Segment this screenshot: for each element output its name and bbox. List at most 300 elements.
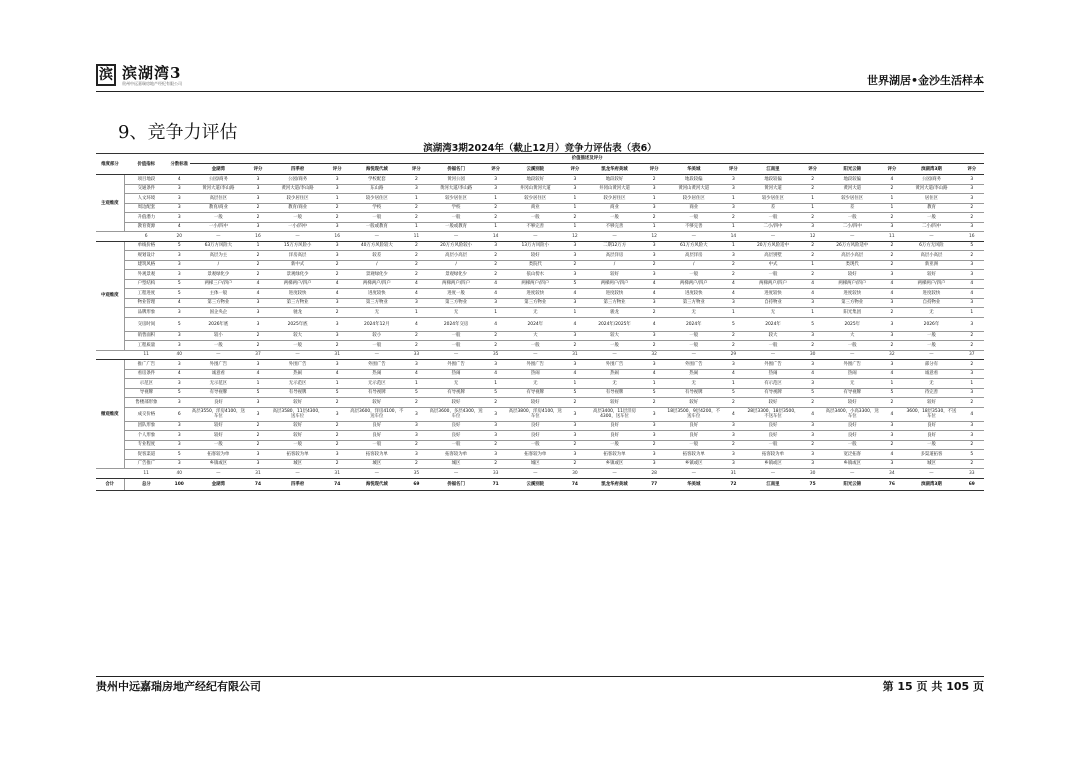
table-body [96, 175, 984, 491]
description-cell: 两梯三户/四户 [190, 279, 246, 289]
score-cell: 2 [405, 331, 428, 341]
description-cell: 一般 [270, 440, 326, 450]
description-cell: — [903, 232, 959, 242]
score-cell: 2 [801, 341, 824, 351]
description-cell: 两梯两户/四户 [507, 279, 563, 289]
description-cell: 黄河大道 [824, 184, 880, 194]
description-cell: 进度较快 [903, 289, 959, 299]
score-cell: 3 [484, 241, 507, 251]
description-cell: 26万方风险适中 [824, 241, 880, 251]
description-cell: 61万方风险大 [666, 241, 722, 251]
description-cell: — [586, 469, 642, 479]
score-header: 评分 [326, 164, 349, 175]
score-cell: 12 [563, 232, 586, 242]
table-row [96, 298, 984, 308]
description-cell: 较少居住区 [745, 194, 801, 204]
indicator-cell: 规划设计 [124, 251, 168, 261]
score-cell: 3 [484, 450, 507, 460]
description-cell: 不够完善 [507, 222, 563, 232]
score-cell: 12 [801, 232, 824, 242]
description-cell: 2024年 [507, 317, 563, 331]
description-cell: — [270, 232, 326, 242]
description-cell: 有导视牌 [507, 388, 563, 398]
description-cell: / [666, 260, 722, 270]
score-cell: 3 [246, 184, 269, 194]
description-cell: 地段较偏 [745, 175, 801, 185]
description-cell: 较少居住区 [270, 194, 326, 204]
score-cell: 3 [405, 450, 428, 460]
table-row [96, 431, 984, 441]
description-cell: 商业 [586, 203, 642, 213]
total-row [96, 478, 984, 490]
weight-cell: 3 [168, 308, 190, 318]
score-cell: 3 [960, 388, 984, 398]
score-header: 评分 [880, 164, 903, 175]
project-header: 金湖湾 [190, 164, 246, 175]
score-cell: 2 [246, 203, 269, 213]
weight-cell: 3 [168, 379, 190, 389]
description-cell: 自持物业 [903, 298, 959, 308]
description-cell: 一般 [903, 331, 959, 341]
description-cell: 进度较快 [270, 289, 326, 299]
description-cell: 一般 [349, 213, 405, 223]
score-cell: 5 [801, 388, 824, 398]
score-cell: 4 [643, 317, 666, 331]
project-header: 四季府 [270, 164, 326, 175]
header-group: 价值描述及评分 [190, 154, 984, 164]
score-cell: 71 [484, 478, 507, 490]
score-cell: 3 [246, 407, 269, 421]
score-cell: 5 [880, 388, 903, 398]
description-cell: — [428, 232, 484, 242]
dimension-cell: 中观维度 [96, 241, 124, 350]
description-cell: 金湖湾 [190, 478, 246, 490]
description-cell: 阳光集团 [824, 308, 880, 318]
score-cell: 3 [643, 331, 666, 341]
table-row [96, 360, 984, 370]
description-cell: — [190, 469, 246, 479]
score-cell: 3 [405, 421, 428, 431]
description-cell: 一般或教育 [349, 222, 405, 232]
description-cell: 一般 [428, 341, 484, 351]
description-cell: 拓客较为单 [586, 450, 642, 460]
description-cell: — [586, 350, 642, 360]
description-cell: — [666, 469, 722, 479]
score-cell: 2 [722, 341, 745, 351]
logo-subtitle: 贵州中远嘉瑞房地产经纪有限公司 [122, 81, 182, 86]
score-cell: 3 [246, 194, 269, 204]
score-cell: 2 [563, 459, 586, 469]
score-cell: 1 [246, 241, 269, 251]
description-cell: / [428, 260, 484, 270]
score-cell: 3 [880, 270, 903, 280]
table-row [96, 308, 984, 318]
description-cell: 63万方风险大 [190, 241, 246, 251]
description-cell: — [824, 350, 880, 360]
score-cell: 2 [405, 440, 428, 450]
section-title: 9、竞争力评估 [118, 122, 238, 143]
score-cell: 3 [960, 317, 984, 331]
description-cell: 较好 [270, 398, 326, 408]
description-cell: 二小/四中 [745, 222, 801, 232]
score-cell: 3 [246, 450, 269, 460]
score-cell: 5 [405, 388, 428, 398]
score-cell: 3 [563, 270, 586, 280]
score-cell: 3 [246, 175, 269, 185]
score-cell: 4 [960, 407, 984, 421]
description-cell: 地段较偏 [666, 175, 722, 185]
indicator-cell: 11 [124, 469, 168, 479]
score-cell: 3 [246, 459, 269, 469]
description-cell: 15万方风险小 [270, 241, 326, 251]
description-cell: 地段较偏 [824, 175, 880, 185]
score-cell: 4 [801, 407, 824, 421]
score-cell: 4 [801, 279, 824, 289]
score-cell: 2 [722, 398, 745, 408]
description-cell: 良好 [903, 421, 959, 431]
score-cell: 2 [880, 260, 903, 270]
description-cell: — [349, 350, 405, 360]
description-cell: 无 [745, 308, 801, 318]
description-cell: — [270, 469, 326, 479]
score-cell: 3 [563, 407, 586, 421]
description-cell: 热闹 [507, 369, 563, 379]
score-cell: 5 [801, 317, 824, 331]
description-cell: 滨湖湾3期 [903, 478, 959, 490]
score-cell: 2 [405, 241, 428, 251]
weight-cell: 4 [168, 222, 190, 232]
description-cell: 类院代 [507, 260, 563, 270]
description-cell: 黄河大道/李山路 [190, 184, 246, 194]
score-cell: 4 [880, 369, 903, 379]
description-cell: 一般 [428, 440, 484, 450]
description-cell: 良好 [586, 431, 642, 441]
description-cell: 诚意看 [903, 369, 959, 379]
indicator-cell: 广告推广 [124, 459, 168, 469]
score-cell: 2 [960, 251, 984, 261]
score-cell: 2 [405, 175, 428, 185]
score-cell: 2 [484, 270, 507, 280]
description-cell: 一般 [745, 341, 801, 351]
description-cell: 高层3580，11层4300，送车位 [270, 407, 326, 421]
project-header-row [96, 164, 984, 175]
score-cell: 3 [722, 459, 745, 469]
score-cell: 2 [722, 270, 745, 280]
score-cell: 2 [246, 251, 269, 261]
score-cell: 2 [246, 341, 269, 351]
score-cell: 2 [722, 331, 745, 341]
description-cell: 3600，18层3530，不送车位 [903, 407, 959, 421]
description-cell: 依山傍水 [507, 270, 563, 280]
score-cell: 3 [722, 450, 745, 460]
score-cell: 37 [960, 350, 984, 360]
score-cell: 4 [326, 289, 349, 299]
score-cell: 2 [563, 440, 586, 450]
score-cell: 3 [563, 175, 586, 185]
score-cell: 3 [484, 360, 507, 370]
description-cell: 公园/商务 [270, 175, 326, 185]
description-cell: 20万方风险适中 [745, 241, 801, 251]
score-cell: 3 [722, 298, 745, 308]
competitiveness-table [96, 153, 984, 491]
score-cell: 3 [326, 331, 349, 341]
description-cell: 6万方无风险 [903, 241, 959, 251]
score-cell: 3 [801, 431, 824, 441]
description-cell: 居住区 [903, 194, 959, 204]
score-cell: 3 [326, 360, 349, 370]
weight-cell: 3 [168, 194, 190, 204]
score-cell: 3 [722, 251, 745, 261]
description-cell: 一般 [349, 341, 405, 351]
weight-cell: 3 [168, 421, 190, 431]
description-cell: 一般 [903, 440, 959, 450]
weight-cell: 3 [168, 251, 190, 261]
score-cell: 4 [643, 279, 666, 289]
score-cell: 1 [484, 308, 507, 318]
description-cell: 一般 [666, 331, 722, 341]
description-cell: 东山路 [349, 184, 405, 194]
description-cell: 学校 [349, 203, 405, 213]
score-cell: 3 [246, 298, 269, 308]
description-cell: 高层别墅 [745, 251, 801, 261]
score-cell: 2 [960, 459, 984, 469]
description-cell: 无 [586, 379, 642, 389]
description-cell: 一般 [270, 213, 326, 223]
weight-cell: 5 [168, 241, 190, 251]
score-cell: 3 [960, 431, 984, 441]
description-cell: — [507, 469, 563, 479]
score-cell: 74 [246, 478, 269, 490]
score-cell: 1 [563, 203, 586, 213]
description-cell: 差 [824, 203, 880, 213]
description-cell: 较少居住区 [666, 194, 722, 204]
description-cell: 自持物业 [745, 298, 801, 308]
score-cell: 2 [643, 175, 666, 185]
description-cell: 高层洋房 [586, 251, 642, 261]
indicator-cell: 促客渠道 [124, 450, 168, 460]
description-cell: 外围广告 [270, 360, 326, 370]
score-cell: 30 [563, 469, 586, 479]
score-cell: 3 [643, 459, 666, 469]
score-cell: 3 [405, 298, 428, 308]
project-header: 凯龙华府美城 [586, 164, 642, 175]
description-cell: 城区 [428, 459, 484, 469]
footer-company: 贵州中远嘉瑞房地产经纪有限公司 [96, 680, 261, 693]
description-cell: 第三方物业 [507, 298, 563, 308]
score-header: 评分 [563, 164, 586, 175]
description-cell: 无 [824, 379, 880, 389]
description-cell: 大 [507, 331, 563, 341]
weight-cell: 3 [168, 184, 190, 194]
score-cell: 1 [326, 194, 349, 204]
description-cell: 凯龙华府美城 [586, 478, 642, 490]
score-cell: 2 [643, 440, 666, 450]
description-cell: 较好 [824, 398, 880, 408]
description-cell: — [666, 232, 722, 242]
score-cell: 1 [643, 222, 666, 232]
description-cell: 2024年 [745, 317, 801, 331]
score-cell: 2 [801, 270, 824, 280]
score-cell: 4 [880, 450, 903, 460]
description-cell: 较好 [270, 431, 326, 441]
table-row [96, 317, 984, 331]
description-cell: 乡镇或区 [745, 459, 801, 469]
description-cell: 一般 [666, 341, 722, 351]
description-cell: 较大 [586, 331, 642, 341]
description-cell: 热闹 [586, 369, 642, 379]
score-cell: 2 [326, 203, 349, 213]
description-cell: 黄河大道/李山路 [428, 184, 484, 194]
description-cell: 井冈山黄河大道 [507, 184, 563, 194]
score-cell: 74 [563, 478, 586, 490]
description-cell: 一般 [745, 270, 801, 280]
description-cell: 高层小高层 [824, 251, 880, 261]
score-cell: 1 [722, 241, 745, 251]
score-cell: 3 [405, 184, 428, 194]
description-cell: 国企央企 [190, 308, 246, 318]
weight-cell: 3 [168, 398, 190, 408]
score-cell: 2 [326, 213, 349, 223]
description-cell: 差 [745, 203, 801, 213]
description-cell: 进度较快 [824, 289, 880, 299]
project-header: 华美城 [666, 164, 722, 175]
score-cell: 2 [960, 213, 984, 223]
description-cell: 无 [349, 308, 405, 318]
description-cell: 乡镇或区 [824, 459, 880, 469]
description-cell: 公园/商务 [903, 175, 959, 185]
description-cell: 外围广告 [666, 360, 722, 370]
weight-cell: 3 [168, 440, 190, 450]
description-cell: 二期12万方 [586, 241, 642, 251]
table-row [96, 213, 984, 223]
footer-divider [96, 676, 984, 677]
description-cell: 一般 [666, 213, 722, 223]
score-cell: 5 [722, 388, 745, 398]
description-cell: — [903, 350, 959, 360]
description-cell: 拓客较为单 [349, 450, 405, 460]
score-header: 评分 [484, 164, 507, 175]
score-cell: 2 [722, 213, 745, 223]
score-cell: 2 [801, 241, 824, 251]
indicator-cell: 人文环境 [124, 194, 168, 204]
description-cell: 良好 [428, 421, 484, 431]
score-cell: 3 [801, 222, 824, 232]
description-cell: 一般 [666, 270, 722, 280]
table-row [96, 289, 984, 299]
description-cell: 外围广告 [745, 360, 801, 370]
weight-cell: 20 [168, 232, 190, 242]
description-cell: 城区 [349, 459, 405, 469]
indicator-cell: 总分 [124, 478, 168, 490]
score-cell: 1 [643, 194, 666, 204]
score-cell: 4 [880, 279, 903, 289]
description-cell: 井冈山黄河大道 [586, 184, 642, 194]
description-cell: 拓客较为单 [270, 450, 326, 460]
score-cell: 3 [880, 360, 903, 370]
score-cell: 1 [405, 379, 428, 389]
description-cell: 两梯两户/四户 [824, 279, 880, 289]
description-cell: 学校配套 [349, 175, 405, 185]
score-cell: 1 [880, 194, 903, 204]
score-cell: 3 [643, 184, 666, 194]
score-cell: 3 [643, 407, 666, 421]
indicator-cell: 品牌形象 [124, 308, 168, 318]
table-row [96, 241, 984, 251]
score-cell: 3 [801, 379, 824, 389]
description-cell: 洋房高层 [270, 251, 326, 261]
score-cell: 3 [563, 241, 586, 251]
score-cell: 4 [880, 289, 903, 299]
description-cell: 28层3300，18层3500，不送车位 [745, 407, 801, 421]
header-dimension: 维度部分 [96, 154, 124, 175]
description-cell: 一般 [586, 213, 642, 223]
description-cell: 外围广告 [586, 360, 642, 370]
score-cell: 2 [880, 213, 903, 223]
description-cell: / [586, 260, 642, 270]
description-cell: 教育/商业 [270, 203, 326, 213]
header-divider [96, 91, 984, 92]
score-cell: 2 [246, 260, 269, 270]
description-cell: 进度较快 [507, 289, 563, 299]
score-cell: 32 [643, 350, 666, 360]
score-cell: 75 [801, 478, 824, 490]
score-cell: 2 [563, 341, 586, 351]
description-cell: 13万方风险小 [507, 241, 563, 251]
description-cell: 较好 [903, 398, 959, 408]
description-cell: 城区 [903, 459, 959, 469]
description-cell: 高层洋房 [666, 251, 722, 261]
score-cell: 29 [722, 350, 745, 360]
score-cell: 1 [563, 308, 586, 318]
description-cell: 2026年底 [190, 317, 246, 331]
score-cell: 3 [405, 360, 428, 370]
weight-cell: 4 [168, 369, 190, 379]
table-header-row [96, 154, 984, 164]
description-cell: 一般 [824, 440, 880, 450]
score-cell: 3 [643, 203, 666, 213]
score-cell: 2 [405, 203, 428, 213]
description-cell: 高层为主 [190, 251, 246, 261]
description-cell: 云溪别院 [507, 478, 563, 490]
description-cell: 高层小高层 [903, 251, 959, 261]
score-cell: 33 [484, 469, 507, 479]
weight-cell: 3 [168, 431, 190, 441]
description-cell: 乡镇或区 [666, 459, 722, 469]
subtotal-row [96, 350, 984, 360]
score-cell: 1 [722, 194, 745, 204]
score-cell: 3 [722, 203, 745, 213]
project-header: 海悦现代城 [349, 164, 405, 175]
table-row [96, 459, 984, 469]
indicator-cell: 销售面积 [124, 331, 168, 341]
score-cell: 5 [643, 388, 666, 398]
description-cell: 主体一般 [190, 289, 246, 299]
score-cell: 3 [643, 241, 666, 251]
description-cell: 进度一般 [428, 289, 484, 299]
project-header: 侨福名门 [428, 164, 484, 175]
page-header [96, 62, 984, 90]
description-cell: 不够完善 [666, 222, 722, 232]
description-cell: 江南里 [745, 478, 801, 490]
score-cell: 2 [326, 308, 349, 318]
score-cell: 2 [405, 251, 428, 261]
score-cell: 16 [960, 232, 984, 242]
description-cell: — [824, 469, 880, 479]
description-cell: 景观绿化少 [428, 270, 484, 280]
weight-cell: 3 [168, 360, 190, 370]
score-cell: 3 [880, 222, 903, 232]
score-cell: 4 [801, 289, 824, 299]
